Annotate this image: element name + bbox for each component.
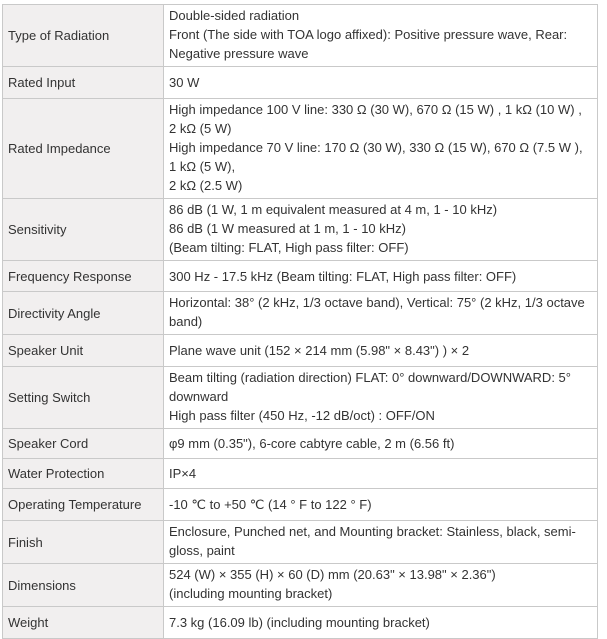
- spec-row-weight: [3, 607, 598, 639]
- spec-row-setting-switch: [3, 367, 598, 429]
- spec-value-line: 2 kΩ (2.5 W): [169, 178, 243, 193]
- spec-value-line: Plane wave unit (152 × 214 mm (5.98" × 8.43") ) × 2: [169, 343, 470, 358]
- spec-row-speaker-unit: [3, 335, 598, 367]
- spec-value: [164, 261, 598, 292]
- spec-value: [164, 489, 598, 521]
- spec-label: Setting Switch: [3, 367, 164, 429]
- spec-value-line: Front (The side with TOA logo affixed): Positive pressure wave, Rear: Negative pressure wave: [169, 27, 568, 61]
- spec-value: [164, 292, 598, 335]
- spec-row-frequency-response: [3, 261, 598, 292]
- spec-value-line: 30 W: [169, 75, 200, 90]
- spec-row-dimensions: [3, 564, 598, 607]
- spec-row-finish: [3, 521, 598, 564]
- spec-value: [164, 199, 598, 261]
- spec-row-speaker-cord: [3, 429, 598, 459]
- spec-value-line: Enclosure, Punched net, and Mounting bracket: Stainless, black, semi-gloss, paint: [169, 524, 576, 558]
- spec-label: Type of Radiation: [3, 5, 164, 67]
- spec-value: [164, 5, 598, 67]
- spec-row-sensitivity: [3, 199, 598, 261]
- spec-value-line: 300 Hz - 17.5 kHz (Beam tilting: FLAT, High pass filter: OFF): [169, 269, 517, 284]
- spec-label: Rated Input: [3, 67, 164, 99]
- spec-label: Frequency Response: [3, 261, 164, 292]
- spec-value-line: (including mounting bracket): [169, 586, 333, 601]
- spec-label: Operating Temperature: [3, 489, 164, 521]
- spec-row-directivity-angle: [3, 292, 598, 335]
- spec-value: [164, 429, 598, 459]
- spec-value-line: -10 ℃ to +50 ℃ (14 ° F to 122 ° F): [169, 497, 372, 512]
- spec-label: Water Protection: [3, 459, 164, 489]
- spec-label: Directivity Angle: [3, 292, 164, 335]
- spec-value-line: Double-sided radiation: [169, 8, 300, 23]
- spec-label: Finish: [3, 521, 164, 564]
- spec-label: Speaker Unit: [3, 335, 164, 367]
- spec-row-type-of-radiation: [3, 5, 598, 67]
- spec-value-line: High pass filter (450 Hz, -12 dB/oct) : OFF/ON: [169, 408, 435, 423]
- spec-value: [164, 67, 598, 99]
- spec-value: [164, 335, 598, 367]
- spec-label: Rated Impedance: [3, 99, 164, 199]
- spec-value: [164, 459, 598, 489]
- spec-value-line: Beam tilting (radiation direction) FLAT: 0° downward/DOWNWARD: 5° downward: [169, 370, 571, 404]
- spec-row-operating-temperature: [3, 489, 598, 521]
- spec-value-line: 86 dB (1 W measured at 1 m, 1 - 10 kHz): [169, 221, 406, 236]
- spec-label: Weight: [3, 607, 164, 639]
- spec-value-line: 524 (W) × 355 (H) × 60 (D) mm (20.63" × 13.98" × 2.36"): [169, 567, 496, 582]
- spec-row-water-protection: [3, 459, 598, 489]
- spec-value: [164, 367, 598, 429]
- spec-value-line: 7.3 kg (16.09 lb) (including mounting bracket): [169, 615, 430, 630]
- spec-value: [164, 99, 598, 199]
- spec-value: [164, 564, 598, 607]
- spec-value: [164, 521, 598, 564]
- spec-label: Sensitivity: [3, 199, 164, 261]
- spec-value-line: φ9 mm (0.35"), 6-core cabtyre cable, 2 m (6.56 ft): [169, 436, 455, 451]
- spec-label: Speaker Cord: [3, 429, 164, 459]
- specifications-body: [3, 5, 598, 639]
- spec-value-line: 86 dB (1 W, 1 m equivalent measured at 4 m, 1 - 10 kHz): [169, 202, 498, 217]
- spec-row-rated-impedance: [3, 99, 598, 199]
- spec-value-line: (Beam tilting: FLAT, High pass filter: OFF): [169, 240, 409, 255]
- spec-value: [164, 607, 598, 639]
- spec-value-line: High impedance 100 V line: 330 Ω (30 W), 670 Ω (15 W) , 1 kΩ (10 W) , 2 kΩ (5 W): [169, 102, 582, 136]
- spec-value-line: High impedance 70 V line: 170 Ω (30 W), 330 Ω (15 W), 670 Ω (7.5 W ), 1 kΩ (5 W),: [169, 140, 583, 174]
- spec-value-line: IP×4: [169, 466, 197, 481]
- spec-value-line: Horizontal: 38° (2 kHz, 1/3 octave band), Vertical: 75° (2 kHz, 1/3 octave band): [169, 295, 585, 329]
- spec-label: Dimensions: [3, 564, 164, 607]
- spec-row-rated-input: [3, 67, 598, 99]
- specifications-table: [2, 4, 598, 639]
